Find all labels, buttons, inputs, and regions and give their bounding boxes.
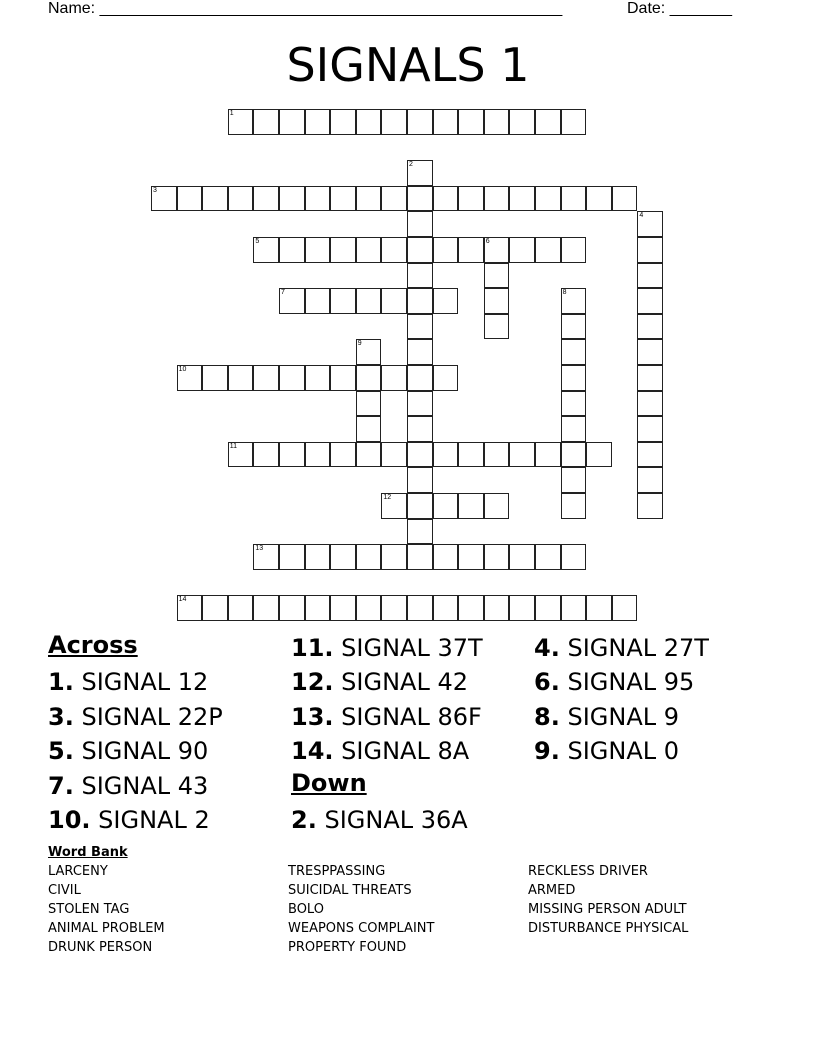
grid-cell[interactable]: [305, 595, 331, 621]
grid-cell[interactable]: [228, 109, 254, 135]
grid-cell[interactable]: [561, 339, 587, 365]
clue: [291, 806, 468, 834]
grid-cell[interactable]: [407, 416, 433, 442]
word-bank-item: TRESPPASSING: [288, 864, 386, 879]
grid-cell[interactable]: [407, 339, 433, 365]
grid-cell[interactable]: [356, 288, 382, 314]
clue-number: 8.: [534, 702, 560, 731]
grid-cell[interactable]: [330, 595, 356, 621]
grid-cell[interactable]: [330, 109, 356, 135]
grid-cell[interactable]: [228, 442, 254, 468]
clue-number: 7: [281, 289, 285, 297]
grid-cell[interactable]: [433, 595, 459, 621]
clue-number: 11: [229, 442, 238, 450]
date-field-label: Date: _______: [627, 0, 732, 17]
grid-cell[interactable]: [433, 186, 459, 212]
clue: [291, 703, 482, 731]
grid-cell[interactable]: [561, 467, 587, 493]
grid-cell[interactable]: [279, 544, 305, 570]
grid-cell[interactable]: [561, 416, 587, 442]
grid-cell[interactable]: [433, 365, 459, 391]
grid-cell[interactable]: [535, 544, 561, 570]
grid-cell[interactable]: [177, 595, 203, 621]
page-title: SIGNALS 1: [286, 38, 530, 92]
grid-cell[interactable]: [253, 109, 279, 135]
grid-cell[interactable]: [535, 237, 561, 263]
grid-cell[interactable]: [407, 211, 433, 237]
grid-cell[interactable]: [279, 109, 305, 135]
clue-number: 14: [178, 596, 187, 604]
clue-number: 2: [409, 161, 413, 169]
grid-cell[interactable]: [407, 237, 433, 263]
clue-number: 10: [178, 366, 187, 373]
grid-cell[interactable]: [305, 365, 331, 391]
grid-cell[interactable]: [637, 314, 663, 340]
grid-cell[interactable]: [535, 109, 561, 135]
grid-cell[interactable]: [305, 186, 331, 212]
grid-cell[interactable]: [637, 416, 663, 442]
clue: [534, 634, 709, 662]
clue-number: 12: [383, 494, 392, 501]
grid-cell[interactable]: [407, 544, 433, 570]
grid-cell[interactable]: [253, 442, 279, 468]
clue: [534, 668, 694, 696]
clue: [48, 668, 208, 696]
grid-cell[interactable]: [407, 186, 433, 212]
grid-cell[interactable]: [381, 365, 407, 391]
grid-cell[interactable]: [407, 595, 433, 621]
grid-cell[interactable]: [356, 339, 382, 365]
clue-text: SIGNAL 8A: [341, 737, 470, 766]
grid-cell[interactable]: [458, 109, 484, 135]
grid-cell[interactable]: [637, 211, 663, 237]
grid-cell[interactable]: [637, 442, 663, 468]
word-bank-item: BOLO: [288, 902, 324, 917]
grid-cell[interactable]: [279, 186, 305, 212]
grid-cell[interactable]: [509, 109, 535, 135]
grid-cell[interactable]: [458, 544, 484, 570]
grid-cell[interactable]: [509, 237, 535, 263]
clue-number: 2.: [291, 806, 317, 834]
word-bank-title: Word Bank: [48, 845, 128, 860]
grid-cell[interactable]: [637, 263, 663, 289]
grid-cell[interactable]: [407, 365, 433, 391]
grid-cell[interactable]: [407, 442, 433, 468]
grid-cell[interactable]: [561, 595, 587, 621]
grid-cell[interactable]: [433, 544, 459, 570]
clue-number: 8: [562, 289, 567, 297]
word-bank-item: ANIMAL PROBLEM: [48, 921, 165, 936]
clue-number: 9: [357, 340, 362, 348]
clue-text: SIGNAL 12: [81, 668, 209, 697]
grid-cell[interactable]: [561, 314, 587, 340]
clue-number: 13.: [291, 702, 334, 731]
clue-number: 1.: [48, 668, 74, 697]
grid-cell[interactable]: [561, 442, 587, 468]
grid-cell[interactable]: [458, 442, 484, 468]
grid-cell[interactable]: [637, 237, 663, 263]
grid-cell[interactable]: [407, 109, 433, 135]
grid-cell[interactable]: [305, 109, 331, 135]
clue-text: SIGNAL 27T: [567, 634, 709, 662]
clue-text: SIGNAL 0: [567, 737, 680, 766]
grid-cell[interactable]: [586, 186, 612, 212]
clue: [291, 668, 468, 696]
clue-number: 13: [255, 545, 264, 553]
grid-cell[interactable]: [305, 544, 331, 570]
grid-cell[interactable]: [561, 365, 587, 391]
clue-number: 5: [255, 238, 260, 245]
grid-cell[interactable]: [356, 237, 382, 263]
grid-cell[interactable]: [637, 339, 663, 365]
grid-cell[interactable]: [228, 365, 254, 391]
grid-cell[interactable]: [586, 595, 612, 621]
grid-cell[interactable]: [535, 442, 561, 468]
grid-cell[interactable]: [433, 237, 459, 263]
grid-cell[interactable]: [151, 186, 177, 212]
clue-number: 1: [229, 110, 234, 117]
grid-cell[interactable]: [407, 493, 433, 519]
grid-cell[interactable]: [407, 391, 433, 417]
grid-cell[interactable]: [305, 442, 331, 468]
grid-cell[interactable]: [381, 237, 407, 263]
clue-number: 6.: [534, 668, 560, 697]
grid-cell[interactable]: [330, 544, 356, 570]
down-heading: Down: [291, 768, 367, 797]
clue: [48, 806, 210, 834]
grid-cell[interactable]: [433, 109, 459, 135]
grid-cell[interactable]: [637, 288, 663, 314]
word-bank-item: DRUNK PERSON: [48, 940, 153, 955]
grid-cell[interactable]: [381, 493, 407, 519]
clue-text: SIGNAL 90: [81, 737, 209, 766]
grid-cell[interactable]: [330, 442, 356, 468]
grid-cell[interactable]: [612, 186, 638, 212]
word-bank-item: STOLEN TAG: [48, 902, 130, 917]
grid-cell[interactable]: [202, 186, 228, 212]
grid-cell[interactable]: [356, 391, 382, 417]
grid-cell[interactable]: [484, 595, 510, 621]
grid-cell[interactable]: [279, 288, 305, 314]
grid-cell[interactable]: [586, 442, 612, 468]
grid-cell[interactable]: [637, 493, 663, 519]
grid-cell[interactable]: [202, 595, 228, 621]
grid-cell[interactable]: [381, 186, 407, 212]
across-heading: Across: [48, 631, 138, 659]
clue-text: SIGNAL 43: [81, 771, 209, 800]
clue: [534, 703, 679, 731]
grid-cell[interactable]: [381, 544, 407, 570]
grid-cell[interactable]: [177, 365, 203, 391]
grid-cell[interactable]: [330, 288, 356, 314]
grid-cell[interactable]: [356, 109, 382, 135]
clue: [48, 703, 223, 731]
grid-cell[interactable]: [433, 442, 459, 468]
grid-cell[interactable]: [279, 595, 305, 621]
grid-cell[interactable]: [356, 186, 382, 212]
grid-cell[interactable]: [228, 595, 254, 621]
clue-number: 10.: [48, 806, 91, 834]
grid-cell[interactable]: [253, 365, 279, 391]
grid-cell[interactable]: [484, 186, 510, 212]
clue: [534, 737, 679, 765]
clue-number: 5.: [48, 737, 74, 766]
clue-number: 3.: [48, 702, 74, 731]
grid-cell[interactable]: [637, 391, 663, 417]
clue-number: 6: [485, 238, 490, 245]
grid-cell[interactable]: [330, 186, 356, 212]
clue-number: 11.: [291, 634, 334, 662]
grid-cell[interactable]: [253, 186, 279, 212]
grid-cell[interactable]: [381, 109, 407, 135]
grid-cell[interactable]: [484, 314, 510, 340]
grid-cell[interactable]: [356, 365, 382, 391]
grid-cell[interactable]: [637, 467, 663, 493]
word-bank-item: DISTURBANCE PHYSICAL: [528, 921, 689, 936]
grid-cell[interactable]: [509, 442, 535, 468]
grid-cell[interactable]: [381, 288, 407, 314]
clue: [48, 772, 208, 800]
grid-cell[interactable]: [253, 237, 279, 263]
grid-cell[interactable]: [509, 186, 535, 212]
grid-cell[interactable]: [305, 288, 331, 314]
grid-cell[interactable]: [407, 519, 433, 545]
grid-cell[interactable]: [484, 263, 510, 289]
grid-cell[interactable]: [561, 186, 587, 212]
grid-cell[interactable]: [356, 442, 382, 468]
grid-cell[interactable]: [356, 595, 382, 621]
grid-cell[interactable]: [484, 442, 510, 468]
clue-number: 4: [639, 212, 644, 220]
grid-cell[interactable]: [407, 467, 433, 493]
grid-cell[interactable]: [458, 237, 484, 263]
clue-text: SIGNAL 42: [341, 668, 468, 697]
grid-cell[interactable]: [561, 237, 587, 263]
grid-cell[interactable]: [330, 237, 356, 263]
word-bank-item: ARMED: [528, 883, 576, 898]
clue-text: SIGNAL 37T: [341, 634, 483, 662]
grid-cell[interactable]: [433, 288, 459, 314]
grid-cell[interactable]: [561, 391, 587, 417]
word-bank-item: PROPERTY FOUND: [288, 940, 407, 955]
grid-cell[interactable]: [509, 595, 535, 621]
grid-cell[interactable]: [279, 442, 305, 468]
word-bank-item: MISSING PERSON ADULT: [528, 902, 687, 917]
grid-cell[interactable]: [458, 493, 484, 519]
clue-text: SIGNAL 9: [567, 702, 680, 731]
grid-cell[interactable]: [202, 365, 228, 391]
grid-cell[interactable]: [637, 365, 663, 391]
clue-number: 3: [153, 186, 157, 194]
grid-cell[interactable]: [561, 544, 587, 570]
grid-cell[interactable]: [484, 288, 510, 314]
grid-cell[interactable]: [228, 186, 254, 212]
grid-cell[interactable]: [253, 544, 279, 570]
clue: [291, 737, 469, 765]
clue-text: SIGNAL 95: [567, 668, 695, 697]
grid-cell[interactable]: [509, 544, 535, 570]
grid-cell[interactable]: [612, 595, 638, 621]
grid-cell[interactable]: [356, 544, 382, 570]
grid-cell[interactable]: [484, 493, 510, 519]
clue-number: 14.: [291, 737, 334, 766]
grid-cell[interactable]: [279, 365, 305, 391]
grid-cell[interactable]: [381, 595, 407, 621]
clue-number: 7.: [48, 771, 74, 800]
clue-text: SIGNAL 36A: [324, 806, 468, 834]
grid-cell[interactable]: [484, 544, 510, 570]
grid-cell[interactable]: [535, 595, 561, 621]
grid-cell[interactable]: [407, 263, 433, 289]
grid-cell[interactable]: [177, 186, 203, 212]
grid-cell[interactable]: [305, 237, 331, 263]
grid-cell[interactable]: [356, 416, 382, 442]
clue: [48, 737, 208, 765]
clue-text: SIGNAL 2: [98, 806, 210, 834]
clue-number: 9.: [534, 737, 560, 766]
grid-cell[interactable]: [458, 186, 484, 212]
grid-cell[interactable]: [458, 595, 484, 621]
grid-cell[interactable]: [484, 237, 510, 263]
grid-cell[interactable]: [561, 109, 587, 135]
grid-cell[interactable]: [330, 365, 356, 391]
grid-cell[interactable]: [279, 237, 305, 263]
grid-cell[interactable]: [407, 288, 433, 314]
clue: [291, 634, 483, 662]
grid-cell[interactable]: [253, 595, 279, 621]
word-bank-item: SUICIDAL THREATS: [288, 883, 412, 898]
grid-cell[interactable]: [561, 493, 587, 519]
grid-cell[interactable]: [561, 288, 587, 314]
clue-number: 4.: [534, 634, 560, 662]
clue-number: 12.: [291, 668, 334, 697]
grid-cell[interactable]: [407, 314, 433, 340]
word-bank-item: CIVIL: [48, 883, 81, 898]
grid-cell[interactable]: [433, 493, 459, 519]
clue-text: SIGNAL 22P: [81, 702, 223, 731]
grid-cell[interactable]: [407, 160, 433, 186]
grid-cell[interactable]: [484, 109, 510, 135]
word-bank-item: WEAPONS COMPLAINT: [288, 921, 435, 936]
word-bank-item: RECKLESS DRIVER: [528, 864, 648, 879]
name-field-label: Name: ____________________________________________________: [48, 0, 563, 17]
grid-cell[interactable]: [535, 186, 561, 212]
word-bank-item: LARCENY: [48, 864, 108, 879]
clue-text: SIGNAL 86F: [341, 702, 482, 731]
grid-cell[interactable]: [381, 442, 407, 468]
